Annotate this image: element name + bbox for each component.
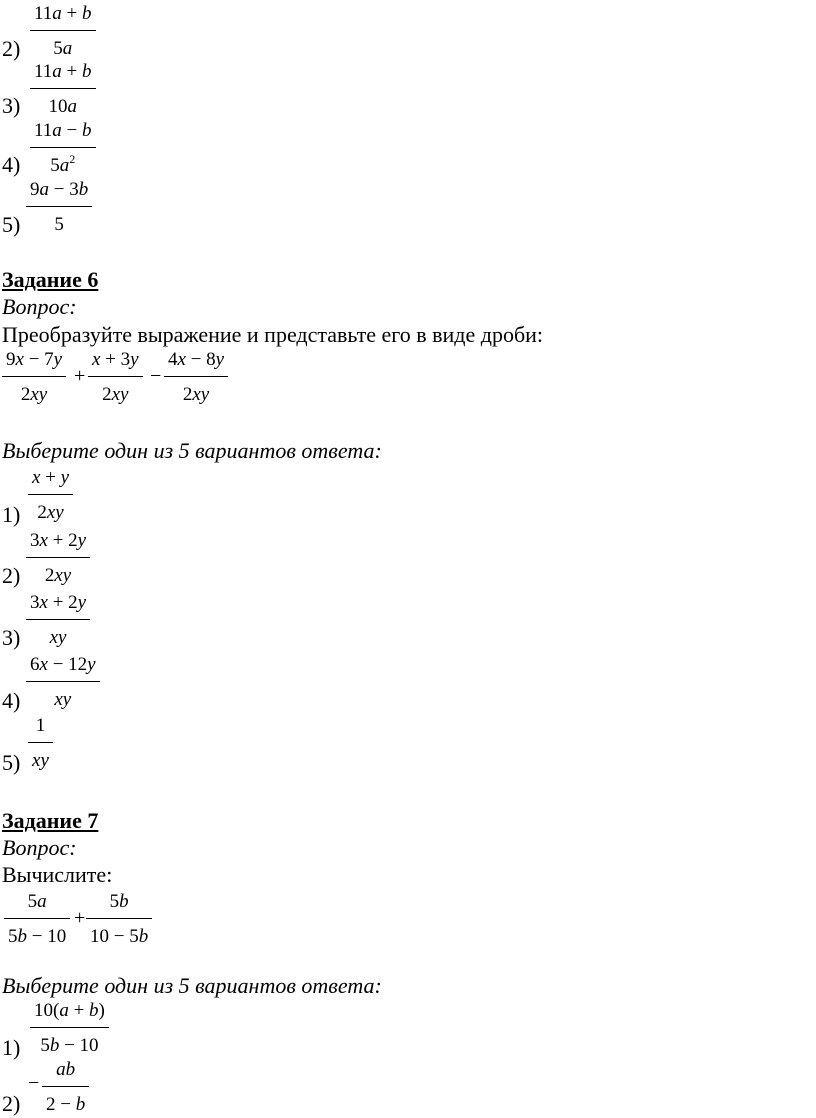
fraction-numerator: 4x − 8y (168, 349, 225, 370)
fraction-denominator: 2xy (44, 565, 72, 586)
fraction-denominator: 2 − b (46, 1094, 86, 1115)
fraction-numerator: 11a + b (34, 61, 92, 82)
fraction-denominator: xy (49, 627, 67, 648)
option-fraction (28, 468, 73, 522)
fraction-bar (86, 918, 152, 919)
negative-sign: − (28, 1072, 40, 1094)
operator-plus: + (74, 907, 86, 929)
fraction-bar (30, 147, 96, 148)
fraction-bar (28, 494, 73, 495)
fraction-bar (26, 619, 90, 620)
operator-minus: − (150, 365, 162, 387)
option-label: 2) (2, 563, 21, 588)
fraction-denominator: 5b − 10 (40, 1035, 99, 1056)
option-fraction (26, 531, 90, 585)
fraction-denominator: 10 − 5b (90, 926, 149, 947)
fraction-bar (26, 681, 100, 682)
fraction-numerator: 9x − 7y (6, 349, 63, 370)
fraction-bar (30, 1027, 109, 1028)
fraction-denominator: 5a (53, 38, 73, 59)
fraction-bar (164, 376, 228, 377)
task-heading: Задание 6 (2, 267, 99, 292)
fraction-denominator: 10a (48, 96, 77, 117)
choose-instruction: Выберите один из 5 вариантов ответа: (2, 438, 382, 463)
fraction-numerator: 5b (109, 891, 129, 912)
question-text: Преобразуйте выражение и представьте его в виде дроби: (2, 322, 544, 347)
fraction-numerator: x + y (32, 467, 70, 488)
fraction-denominator: 2xy (20, 384, 48, 405)
operator-plus: + (74, 365, 86, 387)
fraction-numerator: x + 3y (92, 349, 139, 370)
question-label: Вопрос: (2, 835, 77, 860)
option-label: 2) (2, 36, 21, 61)
fraction-bar (88, 376, 143, 377)
option-label: 5) (2, 750, 21, 775)
option-label: 3) (2, 93, 21, 118)
expression-fraction-2 (88, 350, 143, 404)
fraction-numerator: ab (56, 1059, 76, 1080)
fraction-bar (2, 376, 66, 377)
option-label: 4) (2, 152, 21, 177)
question-text: Вычислите: (2, 862, 113, 887)
option-fraction (26, 593, 90, 647)
option-label: 1) (2, 502, 21, 527)
option-label: 5) (2, 212, 21, 237)
fraction-numerator: 3x + 2y (30, 592, 87, 613)
fraction-numerator: 11a − b (34, 120, 92, 141)
fraction-denominator: 5b − 10 (8, 926, 67, 947)
fraction-numerator: 9a − 3b (30, 179, 89, 200)
choose-instruction: Выберите один из 5 вариантов ответа: (2, 973, 382, 998)
fraction-bar (4, 918, 70, 919)
expression-fraction-3 (164, 350, 228, 404)
fraction-bar (42, 1086, 89, 1087)
fraction-bar (26, 557, 90, 558)
fraction-numerator: 11a + b (34, 3, 92, 24)
fraction-denominator (46, 152, 79, 176)
option-fraction (26, 655, 100, 709)
fraction-numerator: 1 (35, 715, 46, 736)
fraction-bar (26, 206, 92, 207)
expression-fraction-1 (2, 350, 66, 404)
question-label: Вопрос: (2, 294, 77, 319)
fraction-denominator: 2xy (37, 502, 64, 523)
denominator-base: 5a (50, 155, 70, 176)
denominator-exponent: 2 (69, 152, 76, 166)
fraction-numerator: 10(a + b) (34, 1000, 105, 1021)
fraction-numerator: 3x + 2y (30, 530, 87, 551)
fraction-numerator: 5a (27, 891, 47, 912)
fraction-denominator: 2xy (182, 384, 210, 405)
option-fraction (42, 1060, 89, 1114)
fraction-bar (30, 30, 96, 31)
option-fraction (30, 62, 96, 116)
option-fraction (28, 716, 53, 770)
option-label: 4) (2, 688, 21, 713)
option-fraction (30, 121, 96, 175)
expression-fraction-1 (4, 892, 70, 946)
fraction-denominator: 5 (54, 214, 64, 235)
expression-fraction-2 (86, 892, 152, 946)
option-label: 1) (2, 1035, 21, 1060)
fraction-denominator: xy (32, 750, 49, 771)
fraction-bar (30, 88, 96, 89)
fraction-denominator: xy (54, 689, 72, 710)
option-label: 2) (2, 1091, 21, 1116)
option-fraction (30, 4, 96, 58)
option-fraction (26, 180, 92, 234)
fraction-numerator: 6x − 12y (30, 654, 96, 675)
option-label: 3) (2, 625, 21, 650)
task-heading: Задание 7 (2, 808, 99, 833)
fraction-denominator: 2xy (102, 384, 129, 405)
option-fraction (30, 1001, 109, 1055)
fraction-bar (28, 742, 53, 743)
